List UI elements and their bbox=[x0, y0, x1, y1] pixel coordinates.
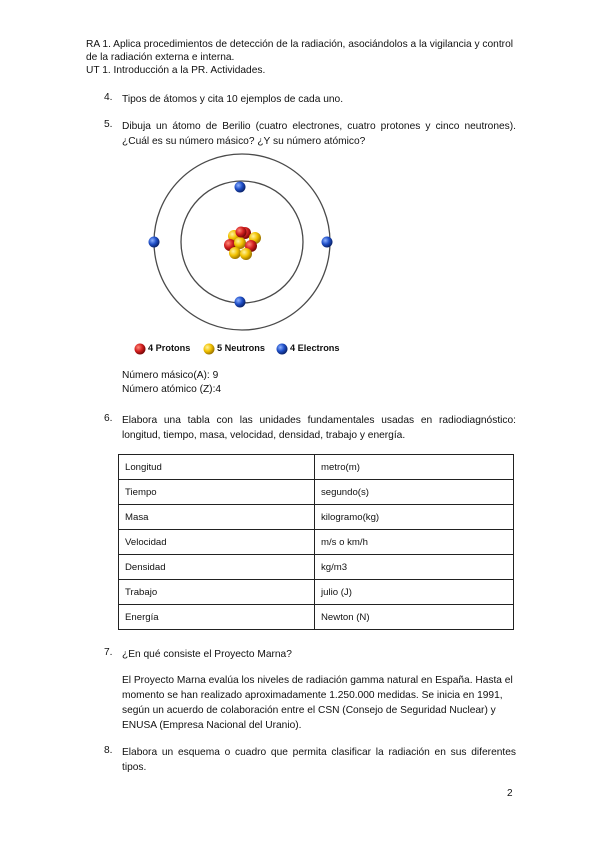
answer-7-line-1: El Proyecto Marna evalúa los niveles de radiación gamma natural en España. Hasta el bbox=[122, 675, 513, 686]
unit-cell: kilogramo(kg) bbox=[315, 505, 514, 530]
question-8-number: 8. bbox=[104, 745, 113, 756]
table-row bbox=[119, 605, 514, 630]
electron-bottom bbox=[235, 297, 246, 308]
question-5-number: 5. bbox=[104, 119, 113, 130]
header-line-1: RA 1. Aplica procedimientos de detección de la radiación, asociándolos a la vigilancia y control bbox=[86, 39, 513, 50]
electrons-legend-label: 4 Electrons bbox=[290, 343, 340, 353]
question-6-number: 6. bbox=[104, 413, 113, 424]
unit-cell: metro(m) bbox=[315, 455, 514, 480]
quantity-cell: Longitud bbox=[119, 455, 315, 480]
table-row bbox=[119, 455, 514, 480]
quantity-cell: Densidad bbox=[119, 555, 315, 580]
question-8-line-2: tipos. bbox=[122, 762, 147, 773]
unit-cell: segundo(s) bbox=[315, 480, 514, 505]
unit-cell: julio (J) bbox=[315, 580, 514, 605]
answer-7-line-4: ENUSA (Empresa Nacional del Uranio). bbox=[122, 720, 302, 731]
unit-cell: kg/m3 bbox=[315, 555, 514, 580]
beryllium-atom-diagram bbox=[138, 152, 358, 332]
electron-legend-icon bbox=[275, 342, 289, 356]
page-number: 2 bbox=[507, 788, 513, 799]
table-row bbox=[119, 555, 514, 580]
proton-legend-icon bbox=[133, 342, 147, 356]
quantity-cell: Tiempo bbox=[119, 480, 315, 505]
question-6-line-1: Elabora una tabla con las unidades fundamentales usadas en radiodiagnóstico: bbox=[122, 415, 516, 426]
quantity-cell: Velocidad bbox=[119, 530, 315, 555]
unit-cell: Newton (N) bbox=[315, 605, 514, 630]
electron-top bbox=[235, 182, 246, 193]
answer-7-line-2: momento se han realizado aproximadamente 1.250.000 medidas. Se inicia en 1991, bbox=[122, 690, 503, 701]
electron-left bbox=[149, 237, 160, 248]
neutron-legend-icon bbox=[202, 342, 216, 356]
unit-cell: m/s o km/h bbox=[315, 530, 514, 555]
question-7-text: ¿En qué consiste el Proyecto Marna? bbox=[122, 649, 292, 660]
neutrons-legend-label: 5 Neutrons bbox=[217, 343, 265, 353]
protons-legend-label: 4 Protons bbox=[148, 343, 191, 353]
atomic-number-answer: Número atómico (Z):4 bbox=[122, 384, 222, 395]
mass-number-answer: Número másico(A): 9 bbox=[122, 370, 219, 381]
question-7-number: 7. bbox=[104, 647, 113, 658]
header-line-3: UT 1. Introducción a la PR. Actividades. bbox=[86, 65, 266, 76]
question-4-text: Tipos de átomos y cita 10 ejemplos de cada uno. bbox=[122, 94, 344, 105]
answer-7-line-3: según un acuerdo de colaboración entre el CSN (Consejo de Seguridad Nuclear) y bbox=[122, 705, 496, 716]
header-line-2: de la radiación externa e interna. bbox=[86, 52, 235, 63]
table-row bbox=[119, 530, 514, 555]
units-table bbox=[118, 454, 514, 630]
question-5-line-1: Dibuja un átomo de Berilio (cuatro electrones, cuatro protones y cinco neutrones). bbox=[122, 121, 516, 132]
question-6-line-2: longitud, tiempo, masa, velocidad, densidad, trabajo y energía. bbox=[122, 430, 406, 441]
question-4-number: 4. bbox=[104, 92, 113, 103]
table-row bbox=[119, 480, 514, 505]
quantity-cell: Energía bbox=[119, 605, 315, 630]
table-row bbox=[119, 505, 514, 530]
nucleus bbox=[224, 227, 261, 261]
quantity-cell: Masa bbox=[119, 505, 315, 530]
question-5-line-2: ¿Cuál es su número másico? ¿Y su número atómico? bbox=[122, 136, 366, 147]
question-8-line-1: Elabora un esquema o cuadro que permita clasificar la radiación en sus diferentes bbox=[122, 747, 516, 758]
electron-right bbox=[322, 237, 333, 248]
quantity-cell: Trabajo bbox=[119, 580, 315, 605]
table-row bbox=[119, 580, 514, 605]
